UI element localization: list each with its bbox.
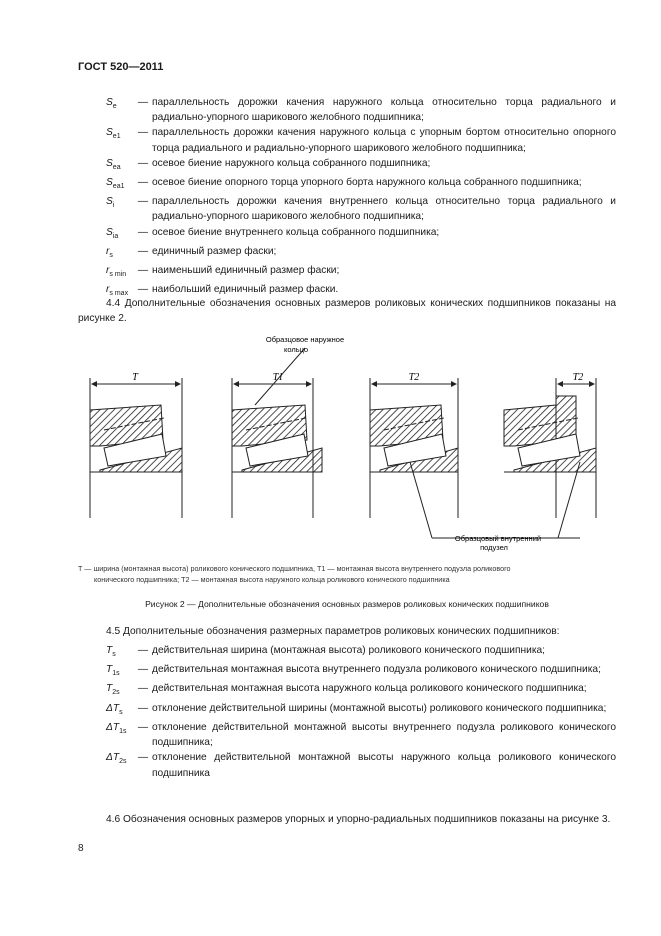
definition-text: отклонение действительной монтажной высоты наружного кольца роликового конического подшипника [152, 752, 616, 779]
definition-text: параллельность дорожки качения наружного кольца относительно торца радиального и радиально-упорного шарикового желобного подшипника; [152, 97, 616, 124]
definition-text: осевое биение внутреннего кольца собранного подшипника; [152, 226, 440, 238]
symbol: $r_{s max}$ [106, 284, 129, 298]
definition-text: наименьший единичный размер фаски; [152, 265, 340, 277]
paragraph-4-5: 4.5 Дополнительные обозначения размерных параметров роликовых конических подшипников: [106, 626, 560, 637]
definition-text: параллельность дорожки качения наружного кольца с упорным бортом относительно опорного торца радиального и радиально-упорного шарикового желобного подшипника; [152, 127, 616, 154]
definition-item: $S_{e1}$ — параллельность дорожки качения наружного кольца с упорным бортом относительно опорного торца радиального и радиально-упорного шарикового желобного подшипника; [78, 125, 616, 155]
symbol: $r_{s min}$ [106, 265, 127, 279]
definition-item: $S_{ia}$ — осевое биение внутреннего кольца собранного подшипника; [78, 225, 616, 244]
definition-item: $T_{1s}$ — действительная монтажная высота внутреннего подузла роликового конического подшипника; [78, 662, 616, 681]
label-inner-subunit-line1: Образцовый внутренний [454, 534, 542, 543]
definition-text: осевое биение опорного торца упорного борта наружного кольца собранного подшипника; [152, 177, 582, 189]
bearing-1 [90, 378, 182, 518]
symbol: $S_{ea}$ [106, 157, 121, 171]
figure-caption: Рисунок 2 — Дополнительные обозначения основных размеров роликовых конических подшипников [145, 599, 549, 609]
definition-text: наибольший единичный размер фаски. [152, 284, 339, 296]
definition-text: действительная монтажная высота внутреннего подузла роликового конического подшипника; [152, 664, 601, 676]
definitions-list-bottom [78, 643, 616, 781]
dim-label-T: T [132, 372, 138, 383]
symbol: $S_e$ [106, 97, 117, 111]
paragraph-4-6: 4.6 Обозначения основных размеров упорных и упорно-радиальных подшипников показаны на рисунке 3. [106, 814, 611, 825]
definition-item: $S_i$ — параллельность дорожки качения внутреннего кольца относительно торца радиального и радиально-упорного шарикового желобного подшипника; [78, 194, 616, 224]
label-inner-subunit-line2: подузел [480, 543, 508, 552]
label-outer-ring-line2: кольцо [283, 345, 309, 354]
definition-item: $r_{s min}$ — наименьший единичный размер фаски; [78, 263, 616, 282]
symbol: $T_s$ [106, 645, 116, 659]
definition-item: $\Delta T_{1s}$ — отклонение действительной монтажной высоты внутреннего подузла роликового конического подшипника; [78, 720, 616, 750]
definition-text: осевое биение наружного кольца собранного подшипника; [152, 157, 431, 169]
symbol: $\Delta T_s$ [106, 702, 123, 716]
definition-item: $S_e$ — параллельность дорожки качения наружного кольца относительно торца радиального и радиально-упорного шарикового желобного подшипника; [78, 95, 616, 125]
symbol: $S_{ia}$ [106, 226, 119, 240]
dim-label-T2: T2 [408, 372, 420, 383]
page-number: 8 [78, 843, 84, 854]
definition-item: $r_s$ — единичный размер фаски; [78, 244, 616, 263]
definition-text: отклонение действительной ширины (монтажной высоты) роликового конического подшипника; [152, 702, 607, 714]
definition-item: $T_{2s}$ — действительная монтажная высота наружного кольца роликового конического подшипника; [78, 681, 616, 700]
definition-item: $r_{s max}$ — наибольший единичный размер фаски. [78, 282, 616, 301]
symbol: $S_i$ [106, 196, 115, 210]
legend-line-1: T — ширина (монтажная высота) роликового конического подшипника, T1 — монтажная высота внутреннего подузла роликового [78, 564, 511, 573]
definition-text: единичный размер фаски; [152, 245, 277, 257]
paragraph-4-4: 4.4 Дополнительные обозначения основных размеров роликовых конических подшипников показаны на рисунке 2. [78, 298, 616, 325]
document-header: ГОСТ 520—2011 [78, 61, 164, 73]
definition-text: параллельность дорожки качения внутреннего кольца относительно торца радиального и радиально-упорного шарикового желобного подшипника; [152, 196, 616, 223]
definition-text: отклонение действительной монтажной высоты внутреннего подузла роликового конического подшипника; [152, 721, 616, 749]
bearing-3 [370, 378, 458, 538]
definition-text: действительная ширина (монтажная высота) роликового конического подшипника; [152, 645, 546, 656]
symbol: $S_{ea1}$ [106, 177, 125, 191]
symbol: $T_{2s}$ [106, 683, 120, 697]
symbol: $S_{e1}$ [106, 127, 121, 141]
symbol: $r_s$ [106, 245, 113, 259]
figure-legend [78, 563, 623, 585]
definition-item: $\Delta T_s$ — отклонение действительной ширины (монтажной высоты) роликового конического подшипника; [78, 701, 616, 720]
symbol: $\Delta T_{1s}$ [106, 721, 127, 735]
dim-label-T1: T1 [272, 372, 284, 383]
definition-item: $T_s$ — действительная ширина (монтажная высота) роликового конического подшипника; [78, 643, 616, 662]
definition-item: $S_{ea1}$ — осевое биение опорного торца упорного борта наружного кольца собранного подшипника; [78, 175, 616, 194]
legend-line-2: конического подшипника; T2 — монтажная высота наружного кольца роликового конического подшипника [94, 575, 450, 584]
dim-label-T2-second: T2 [572, 372, 584, 383]
definition-text: действительная монтажная высота наружного кольца роликового конического подшипника; [152, 683, 587, 695]
symbol: $T_{1s}$ [106, 664, 120, 678]
label-outer-ring-line1: Образцовое наружное [265, 335, 345, 344]
definition-item: $S_{ea}$ — осевое биение наружного кольца собранного подшипника; [78, 156, 616, 175]
symbol: $\Delta T_{2s}$ [106, 752, 127, 766]
definition-item: $\Delta T_{2s}$ — отклонение действительной монтажной высоты наружного кольца роликового конического подшипника [78, 750, 616, 780]
